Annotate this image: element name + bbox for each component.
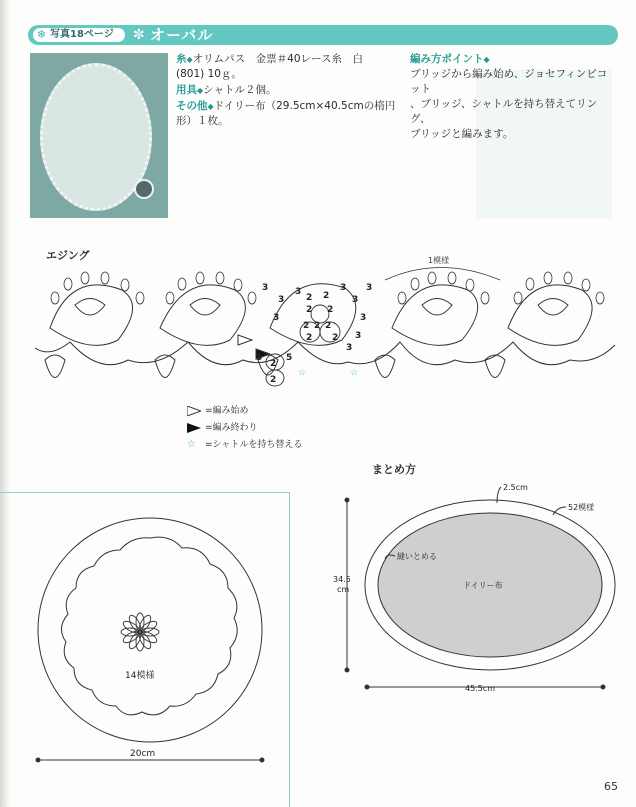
photo-page-reference: 写真18ページ bbox=[50, 29, 114, 40]
flower-icon: ✼ bbox=[133, 27, 145, 43]
legend-end-text: =編み終わり bbox=[205, 423, 258, 433]
stitch-count: 2 bbox=[332, 333, 339, 343]
stitch-count: 3 bbox=[273, 313, 280, 323]
points-line-1: ブリッジから編み始め、ジョセフィンピコット bbox=[410, 68, 608, 95]
other-text: ドイリー布（29.5cm×40.5cmの楕円 bbox=[213, 100, 396, 112]
photo-flower-ornament bbox=[134, 179, 154, 199]
stitch-count: 2 bbox=[306, 305, 313, 315]
yarn-row bbox=[176, 52, 406, 82]
fabric-label: ドイリー布 bbox=[463, 581, 503, 590]
shuttle-switch-star: ☆ bbox=[298, 368, 307, 378]
diamond-icon: ◆ bbox=[186, 55, 193, 64]
legend-start-text: =編み始め bbox=[205, 406, 249, 416]
points-line-3: ブリッジと編みます。 bbox=[410, 128, 514, 140]
start-marker-icon bbox=[187, 406, 201, 416]
legend-switch-text: =シャトルを持ち替える bbox=[205, 440, 303, 450]
points-block bbox=[410, 52, 615, 142]
height-label-2: cm bbox=[337, 585, 350, 594]
start-marker bbox=[238, 335, 252, 345]
end-marker-icon bbox=[187, 423, 201, 433]
stitch-count: 3 bbox=[262, 283, 269, 293]
stitch-count: 5 bbox=[286, 353, 293, 363]
star-icon: ☆ bbox=[187, 439, 196, 450]
points-label: 編み方ポイント bbox=[410, 53, 484, 65]
edging-label: エジング bbox=[46, 249, 90, 262]
stitch-count: 2 bbox=[306, 293, 313, 303]
stitch-count: 3 bbox=[360, 313, 367, 323]
pattern-repeats: 14模様 bbox=[125, 671, 155, 681]
stitch-count: 3 bbox=[352, 295, 359, 305]
pattern-title: オーバル bbox=[150, 26, 214, 44]
diamond-icon: ◆ bbox=[207, 102, 214, 111]
stitch-count: 2 bbox=[325, 321, 332, 331]
sew-label: 縫いとめる bbox=[397, 552, 437, 561]
diamond-icon: ◆ bbox=[483, 55, 490, 64]
points-line-2: 、ブリッジ、シャトルを持ち替えてリング、 bbox=[410, 98, 598, 125]
stitch-count: 3 bbox=[278, 295, 285, 305]
flower-motif bbox=[121, 613, 159, 651]
stitch-count: 2 bbox=[270, 359, 277, 369]
stitch-count: 2 bbox=[314, 321, 321, 331]
pattern-width: 20cm bbox=[130, 749, 156, 759]
repeat-bracket bbox=[385, 268, 500, 281]
scalloped-edge bbox=[61, 537, 237, 715]
yarn-label: 糸 bbox=[176, 53, 187, 65]
stitch-count: 5 bbox=[256, 353, 263, 363]
stitch-count: 2 bbox=[323, 291, 330, 301]
yarn-text: オリムパス 金票＃40レース糸 白 bbox=[192, 53, 363, 65]
width-label: 45.5cm bbox=[465, 684, 496, 693]
other-label: その他 bbox=[176, 100, 208, 112]
stitch-count: 3 bbox=[295, 287, 302, 297]
assembly-diagram bbox=[325, 475, 625, 710]
other-text-2: 形）１枚。 bbox=[176, 115, 229, 127]
tools-row bbox=[176, 83, 406, 98]
stitch-count: 3 bbox=[355, 331, 362, 341]
diamond-icon: ◆ bbox=[197, 86, 204, 95]
stitch-count: 2 bbox=[270, 375, 277, 385]
stitch-count: 2 bbox=[327, 305, 334, 315]
edging-diagram bbox=[30, 250, 620, 400]
snowflake-icon: ❄ bbox=[37, 28, 47, 41]
height-label-1: 34.5 bbox=[333, 575, 351, 584]
stitch-count: 2 bbox=[303, 321, 310, 331]
tools-label: 用具 bbox=[176, 84, 197, 96]
assembly-title: まとめ方 bbox=[372, 463, 416, 476]
page-number: 65 bbox=[604, 780, 618, 793]
stitch-count: 3 bbox=[366, 283, 373, 293]
other-row bbox=[176, 99, 406, 129]
yarn-text-2: (801) 10ｇ。 bbox=[176, 68, 242, 80]
repeat-label: 1模様 bbox=[428, 256, 450, 265]
shuttle-switch-star: ☆ bbox=[350, 368, 359, 378]
round-pattern-diagram bbox=[30, 510, 280, 780]
stitch-count: 2 bbox=[306, 333, 313, 343]
stitch-count: 3 bbox=[346, 343, 353, 353]
materials-block bbox=[176, 52, 406, 130]
tools-text: シャトル２個。 bbox=[203, 84, 277, 96]
stitch-count: 3 bbox=[340, 283, 347, 293]
outer-circle bbox=[38, 518, 262, 742]
assembly-repeats: 52模様 bbox=[568, 503, 595, 512]
doily-photo bbox=[30, 53, 168, 218]
border-width-label: 2.5cm bbox=[503, 483, 528, 492]
